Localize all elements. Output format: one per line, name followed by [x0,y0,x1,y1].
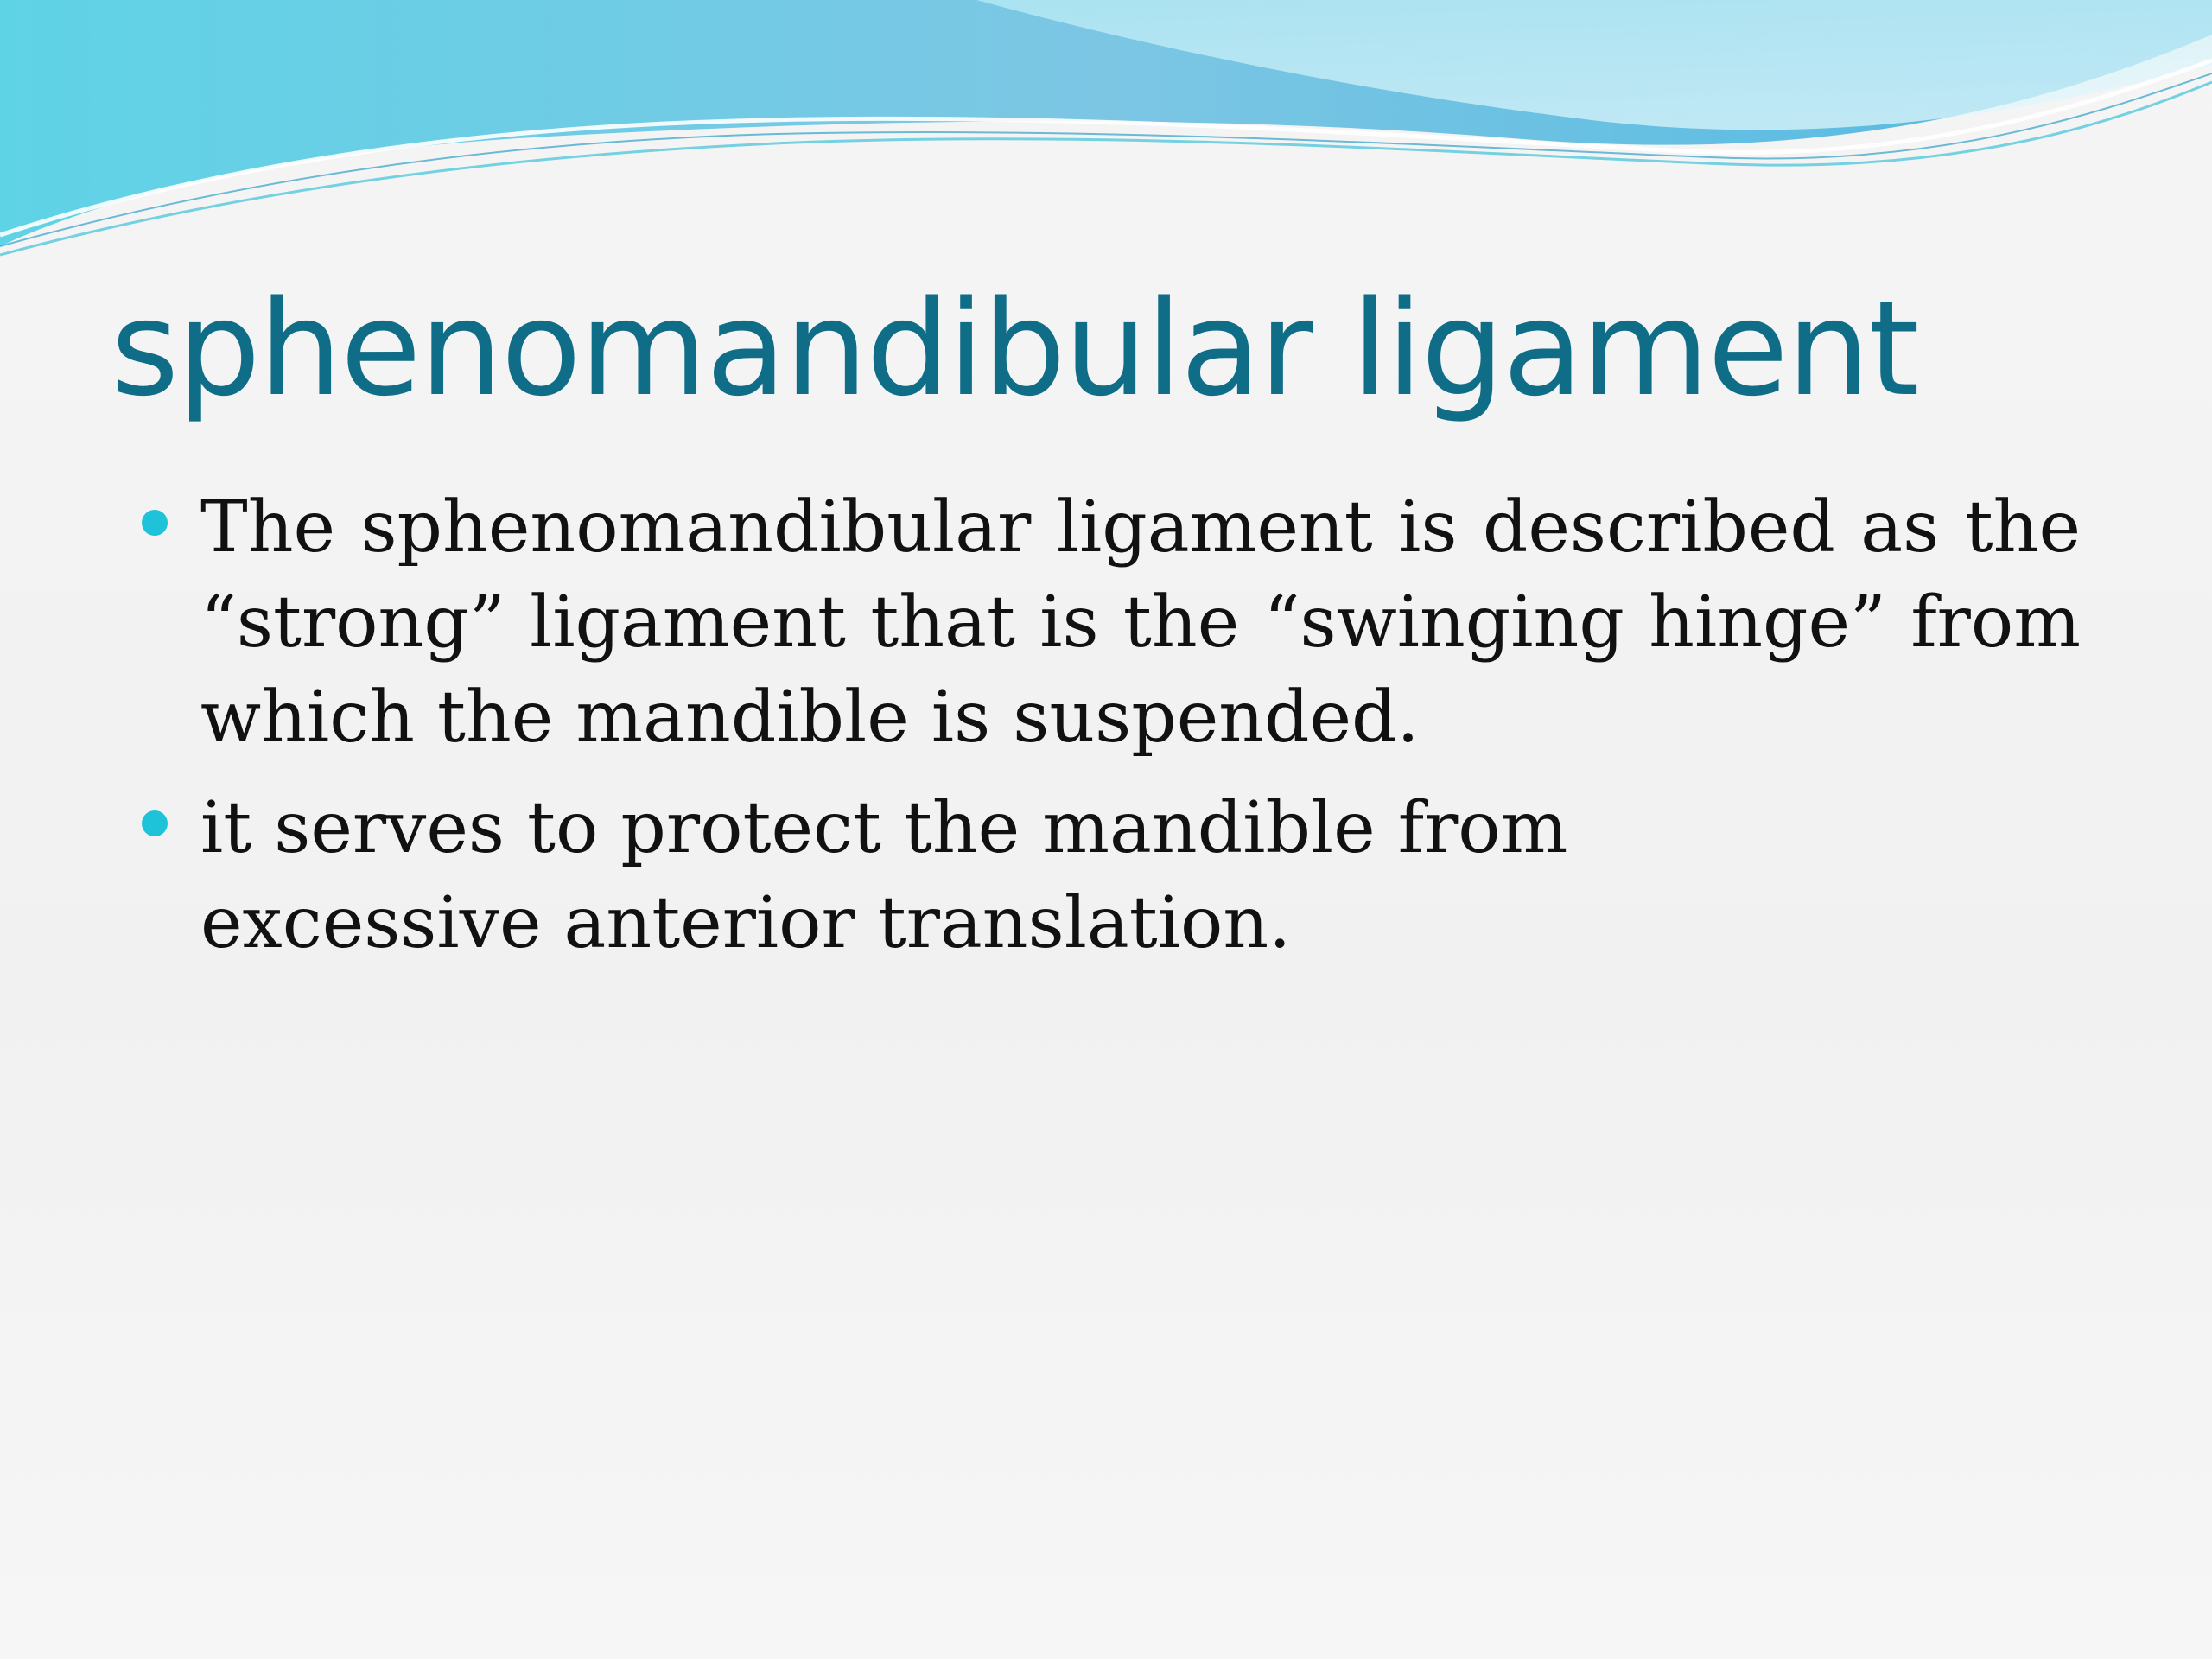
bullet-text: The sphenomandibular ligament is described as the “strong” ligament that is the “swinging hinge” from which the mandible is suspended. [200,486,2081,759]
bullet-text: it serves to protect the mandible from excessive anterior translation. [200,787,1568,964]
bullet-dot-icon [142,810,168,836]
bullet-dot-icon [142,510,168,536]
list-item [138,781,2081,971]
decorative-wave-header [0,0,2212,276]
list-item [138,480,2081,766]
slide-title: sphenomandibular ligament [111,272,1918,425]
bullet-list [138,480,2081,987]
